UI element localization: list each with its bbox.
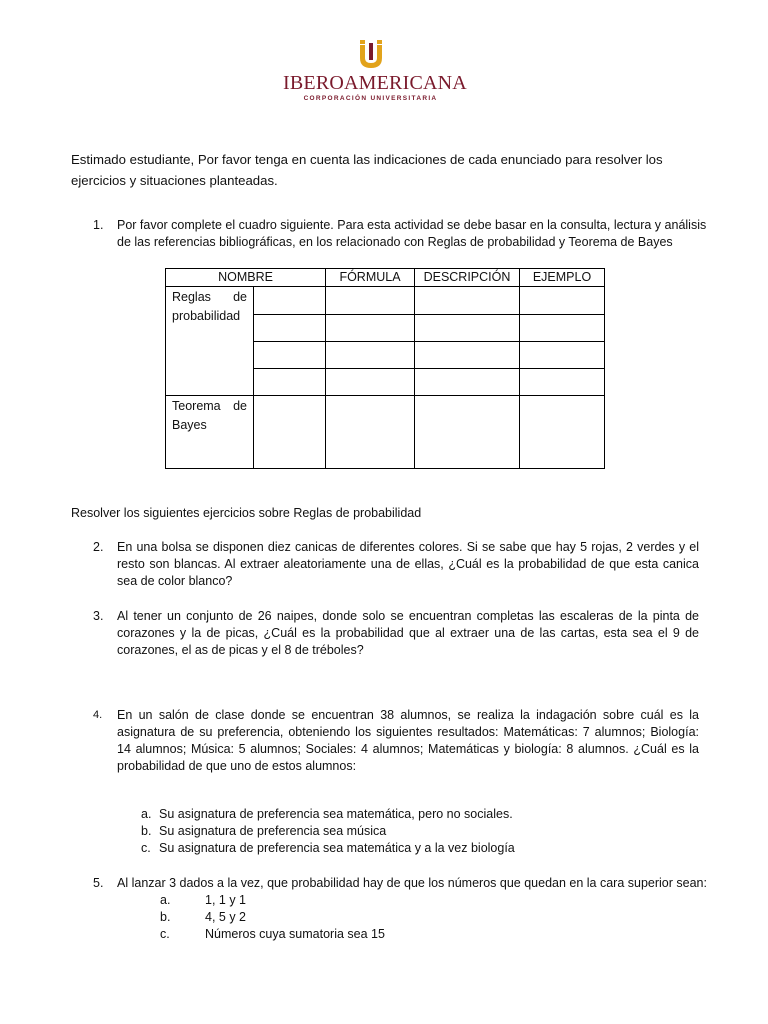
table-cell [415,287,520,315]
table-cell [326,369,415,396]
list-item [160,892,560,909]
table-cell [520,369,605,396]
reglas-line-2: probabilidad [172,309,241,323]
option-label: c. [160,927,170,941]
table-cell [326,342,415,369]
item-2-text: En una bolsa se disponen diez canicas de diferentes colores. Si se sabe que hay 5 rojas, 2 verdes y el resto son blancas. Al extraer aleatoriamente una de ellas, ¿Cuál es la probabilidad de que esta canica sea de color blanco? [117,540,699,588]
table-cell [254,369,326,396]
reglas-line-1: Reglas de [172,290,247,304]
bayes-line-2: Bayes [172,418,207,432]
table-header-nombre: NOMBRE [166,269,326,287]
table-cell [415,369,520,396]
table-row-label-reglas [166,287,254,396]
option-text: Su asignatura de preferencia sea música [159,824,387,838]
table-header-ejemplo: EJEMPLO [520,269,605,287]
option-label: b. [160,910,171,924]
item-3-number: 3. [93,609,104,623]
option-label: c. [141,841,151,855]
table-cell [520,396,605,469]
option-label: b. [141,824,152,838]
table-cell [415,396,520,469]
table-cell [254,396,326,469]
list-item [141,823,701,840]
table-cell [326,315,415,342]
item-4-text: En un salón de clase donde se encuentran 38 alumnos, se realiza la indagación sobre cuál es la asignatura de su preferencia, obteniendo los siguientes resultados: Matemáticas: 7 alumnos; Biología: 14 alumnos; Música: 5 alumnos; Sociales: 4 alumnos; Matemáticas y biología: 8 alumnos. ¿Cuál es la probabilidad de que uno de estos alumnos: [117,708,699,773]
table-cell [520,315,605,342]
option-label: a. [160,893,171,907]
option-text: 1, 1 y 1 [205,893,246,907]
item-4-number: 4. [93,709,103,721]
logo-subtitle: CORPORACIÓN UNIVERSITARIA [303,95,438,102]
list-item [160,909,560,926]
table-cell [520,342,605,369]
list-item [141,840,701,857]
bayes-line-1: Teorema de [172,399,247,413]
section-title: Resolver los siguientes ejercicios sobre Reglas de probabilidad [71,506,422,520]
option-label: a. [141,807,152,821]
list-item [141,806,701,823]
table-cell [326,287,415,315]
table-header-descripcion: DESCRIPCIÓN [415,269,520,287]
option-text: 4, 5 y 2 [205,910,246,924]
item-4-options [141,806,701,857]
table-cell [415,342,520,369]
table-cell [326,396,415,469]
table-cell [254,315,326,342]
table-cell [520,287,605,315]
item-5-text: Al lanzar 3 dados a la vez, que probabilidad hay de que los números que quedan en la cara superior sean: [117,876,707,890]
logo-u-emblem-icon [358,40,384,70]
concept-table [165,268,605,469]
item-2-number: 2. [93,540,104,554]
option-text: Su asignatura de preferencia sea matemática y a la vez biología [159,841,515,855]
list-item [160,926,560,943]
item-5-options [160,892,560,943]
table-cell [254,287,326,315]
item-5-number: 5. [93,876,104,890]
university-logo [283,40,467,104]
table-row-label-bayes [166,396,254,469]
item-3-text: Al tener un conjunto de 26 naipes, donde solo se encuentran completas las escaleras de la pinta de corazones y la de picas, ¿Cuál es la probabilidad que al extraer una de las cartas, esta sea el 9 de corazones, el as de picas y el 8 de tréboles? [117,609,699,657]
table-cell [415,315,520,342]
table-cell [254,342,326,369]
logo-name: IBEROAMERICANA [283,72,467,94]
table-header-formula: FÓRMULA [326,269,415,287]
option-text: Su asignatura de preferencia sea matemática, pero no sociales. [159,807,513,821]
option-text: Números cuya sumatoria sea 15 [205,927,385,941]
item-1-text: Por favor complete el cuadro siguiente. Para esta actividad se debe basar en la consulta, lectura y análisis de las referencias bibliográficas, en los relacionado con Reglas de probabilidad y Teorema de Bayes [117,218,707,249]
intro-paragraph: Estimado estudiante, Por favor tenga en cuenta las indicaciones de cada enunciado para resolver los ejercicios y situaciones planteadas. [71,152,663,188]
item-1-number: 1. [93,218,104,232]
